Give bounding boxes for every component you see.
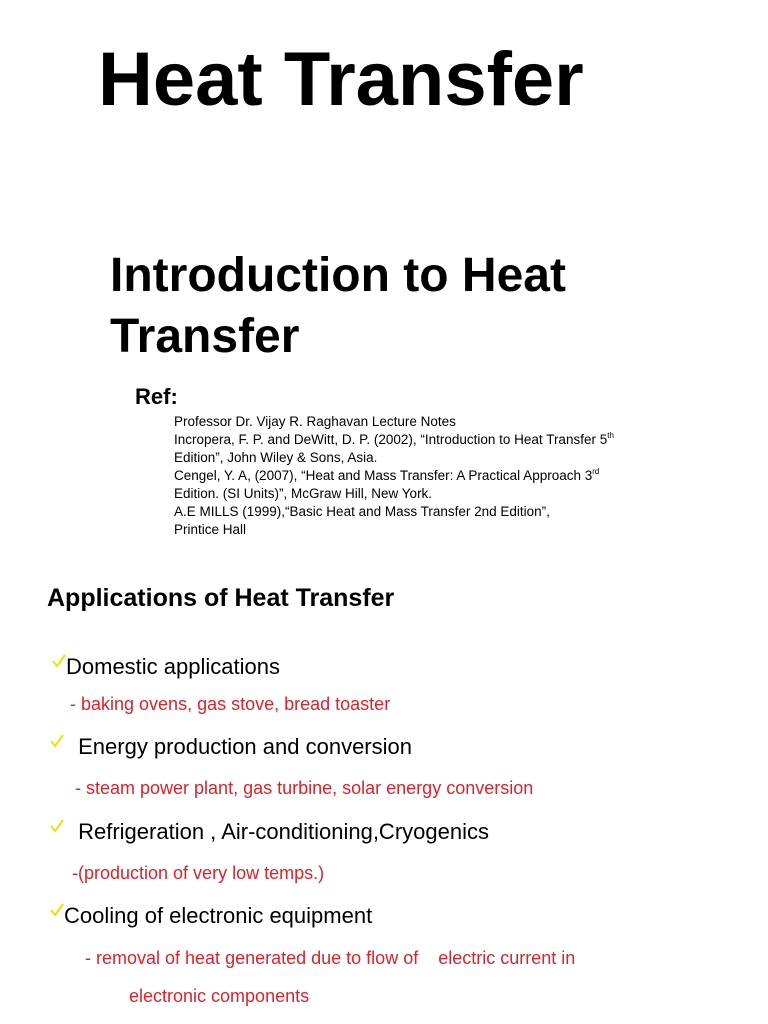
checkmark-icon: [52, 654, 66, 668]
reference-line: [174, 467, 614, 485]
reference-text: A.E MILLS (1999),“Basic Heat and Mass Transfer 2nd Edition”,: [174, 504, 550, 519]
item-label: Energy production and conversion: [72, 734, 412, 759]
reference-text: Cengel, Y. A, (2007), “Heat and Mass Transfer: A Practical Approach 3: [174, 468, 593, 483]
ref-label: Ref:: [135, 384, 178, 409]
page-title: Heat Transfer: [98, 37, 584, 122]
item-detail: - steam power plant, gas turbine, solar energy conversion: [75, 778, 534, 798]
reference-line: [174, 521, 614, 539]
section-title: Introduction to Heat Transfer: [110, 249, 566, 363]
reference-text: Edition. (SI Units)”, McGraw Hill, New York.: [174, 486, 433, 501]
reference-line: [174, 503, 614, 521]
superscript: th: [607, 431, 614, 440]
reference-text: Printice Hall: [174, 522, 247, 537]
checkmark-icon: [50, 734, 64, 748]
list-item: [50, 903, 372, 929]
reference-line: [174, 485, 614, 503]
item-detail: -(production of very low temps.): [72, 863, 325, 883]
item-label: Refrigeration , Air-conditioning,Cryogenics: [72, 819, 489, 844]
item-label: Domestic applications: [66, 654, 280, 679]
item-detail: electronic components: [129, 986, 310, 1006]
reference-list: [174, 413, 614, 539]
reference-line: [174, 431, 614, 449]
superscript: rd: [592, 467, 600, 476]
reference-text: Edition”, John Wiley & Sons, Asia.: [174, 450, 378, 465]
list-item: [50, 734, 412, 760]
list-item: [50, 819, 489, 845]
reference-line: [174, 413, 614, 431]
applications-heading: Applications of Heat Transfer: [47, 584, 395, 612]
reference-line: [174, 449, 614, 467]
list-item: [52, 654, 280, 680]
reference-text: Professor Dr. Vijay R. Raghavan Lecture Notes: [174, 414, 456, 429]
item-detail: - removal of heat generated due to flow of electric current in: [85, 948, 576, 968]
item-label: Cooling of electronic equipment: [64, 903, 373, 928]
item-detail: - baking ovens, gas stove, bread toaster: [70, 694, 391, 714]
reference-text: Incropera, F. P. and DeWitt, D. P. (2002), “Introduction to Heat Transfer 5: [174, 432, 608, 447]
checkmark-icon: [50, 819, 64, 833]
checkmark-icon: [50, 903, 64, 917]
